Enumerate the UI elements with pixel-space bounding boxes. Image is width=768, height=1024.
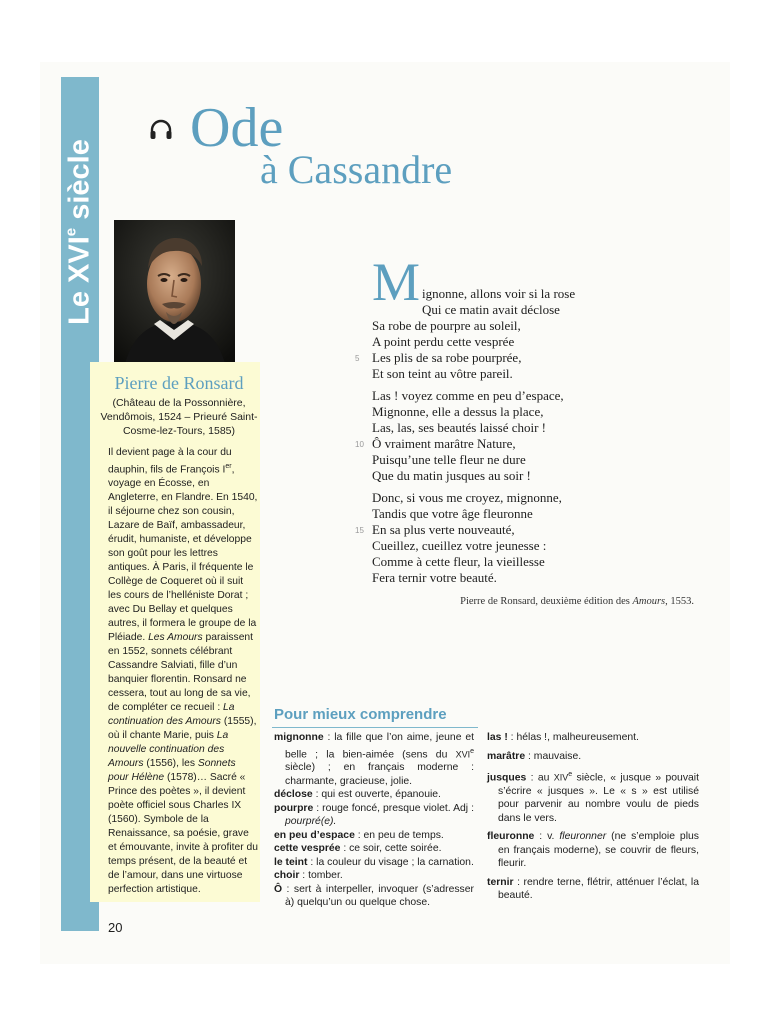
glossary-entry (274, 883, 474, 910)
author-biography (108, 446, 258, 897)
poem-line (372, 538, 712, 554)
glossary-entry (274, 802, 474, 829)
glossary-definition: : qui est ouverte, épanouie. (312, 789, 441, 801)
glossary-definition: : hélas !, malheureusement. (507, 732, 639, 743)
glossary-term: fleuronne (487, 831, 535, 843)
poem-line (372, 302, 712, 318)
glossary-definition: : ce soir, cette soirée. (340, 843, 442, 855)
glossary-definition: fleuronner (559, 831, 607, 843)
poem-line-text: Tandis que votre âge fleuronne (372, 506, 533, 521)
glossary-definition: e (568, 771, 573, 778)
poem-line-text: Las, las, ses beautés laissé choir ! (372, 420, 547, 435)
headphones-icon[interactable] (148, 117, 174, 143)
glossary-title: Pour mieux comprendre (274, 706, 447, 723)
glossary-definition: XIV (553, 772, 569, 783)
title-line-1: Ode (190, 97, 284, 159)
glossary-entry (274, 842, 474, 856)
glossary-entry (274, 856, 474, 870)
poem-line (355, 350, 712, 366)
poem-line-text: Las ! voyez comme en peu d’espace, (372, 388, 564, 403)
glossary-term: mignonne (274, 732, 324, 743)
bio-run: paraissent en 1552, sonnets célébrant Cassandre Salviati, fille d’un banquier florentin. Ronsard ne cessera, tout au long de sa vie, de compléter ce recueil : (108, 632, 254, 714)
poem-line-text: Cueillez, cueillez votre jeunesse : (372, 538, 547, 553)
glossary-definition: : v. (534, 831, 560, 843)
glossary-definition: : rendre terne, flétrir, atténuer l’éclat, la beauté. (498, 876, 699, 902)
line-number: 15 (355, 526, 364, 535)
poem-line (372, 570, 712, 586)
poem-line-text: Fera ternir votre beauté. (372, 570, 497, 585)
poem-line (372, 420, 712, 436)
glossary-entry (487, 768, 699, 825)
glossary-definition: XVI (455, 748, 471, 759)
glossary-right-column (487, 731, 699, 908)
author-name: Pierre de Ronsard (114, 373, 244, 393)
poem-line-text: Mignonne, elle a dessus la place, (372, 404, 544, 419)
glossary-definition: e (470, 747, 474, 755)
poem (355, 250, 712, 592)
bio-run: , voyage en Écosse, en Angleterre, en Flandre. En 1540, il séjourne chez son cousin, Lazare de Baïf, ambassadeur, érudit, humaniste, et développe son goût pour les lettres antiques. À Paris, il fréquente le Collège de Coqueret où il suit les cours de l’helléniste Dorat ; avec Du Bellay et quelques autres, il formera le groupe de la Pléiade. (108, 464, 258, 644)
glossary-term: marâtre (487, 750, 526, 762)
bio-run: (1555), où il chante Marie, puis (108, 716, 257, 742)
poem-line-text: Ô vraiment marâtre Nature, (372, 436, 516, 451)
poem-line (355, 522, 712, 538)
author-origin: (Château de la Possonnière, Vendômois, 1524 – Prieuré Saint-Cosme-lez-Tours, 1585) (100, 397, 258, 437)
glossary-term: las ! (487, 732, 508, 743)
glossary-term: le teint (274, 856, 308, 868)
poem-line: ignonne, allons voir si la rose (422, 286, 576, 301)
poem-line-text: A point perdu cette vesprée (372, 334, 515, 349)
poem-line (372, 366, 712, 382)
poem-line (372, 490, 712, 506)
title-line-2: à Cassandre (260, 147, 453, 192)
poem-line (372, 468, 712, 484)
glossary-term: en peu d’espace (274, 829, 355, 841)
poem-line (355, 436, 712, 452)
glossary-entry (274, 829, 474, 843)
glossary-definition: : rouge foncé, presque violet. Adj : (313, 802, 474, 814)
glossary-entry (487, 876, 699, 903)
portrait-of-ronsard (114, 220, 235, 368)
glossary-entry (274, 788, 474, 802)
glossary-entry (487, 731, 699, 745)
poem-line-text: Qui ce matin avait déclose (422, 302, 560, 317)
poem-line (372, 452, 712, 468)
poem-line-text: Comme à cette fleur, la vieillesse (372, 554, 545, 569)
poem-line (372, 554, 712, 570)
bio-run: La nouvelle continuation des Amours (108, 730, 229, 770)
line-number: 10 (355, 440, 364, 449)
glossary-term: ternir (487, 876, 514, 888)
glossary-definition: : la fille que l’on aime, jeune et belle ; la bien-aimée (sens du (285, 732, 474, 760)
page-number: 20 (108, 920, 123, 935)
bio-run: (1556), les (143, 758, 198, 770)
glossary-term: pourpre (274, 802, 314, 814)
glossary-term: Ô (274, 883, 283, 895)
glossary-term: choir (274, 870, 300, 882)
glossary-entry (274, 869, 474, 883)
drop-capital: M (372, 252, 421, 312)
poem-line-text: Sa robe de pourpre au soleil, (372, 318, 521, 333)
glossary-entry (274, 731, 474, 788)
poem-line (372, 318, 712, 334)
poem-line (372, 404, 712, 420)
glossary-definition: : mauvaise. (525, 750, 582, 762)
poem-stanza (355, 490, 712, 586)
glossary-rule (272, 727, 478, 728)
glossary-definition: siècle) ; en français moderne : charmante, gracieuse, jolie. (285, 762, 474, 787)
glossary-term: jusques (487, 772, 527, 784)
bio-run: er (225, 463, 232, 470)
line-number: 5 (355, 354, 360, 363)
poem-line-text: Donc, si vous me croyez, mignonne, (372, 490, 562, 505)
glossary-left-column (274, 731, 474, 910)
glossary-definition: (ne s’emploie plus en français moderne), se couvrir de fleurs, fleurir. (498, 831, 699, 870)
poem-source: Pierre de Ronsard, deuxième édition des Amours, 1553. (460, 596, 694, 607)
glossary-definition: : tomber. (299, 870, 343, 882)
poem-line (372, 334, 712, 350)
poem-line-text: Les plis de sa robe pourprée, (372, 350, 522, 365)
century-vertical-title: Le XVIe siècle (62, 139, 96, 325)
glossary-definition: pourpré(e). (285, 816, 337, 828)
poem-line (372, 506, 712, 522)
poem-stanza (355, 388, 712, 484)
poem-stanza (355, 252, 712, 382)
glossary-definition: siècle, « jusque » pouvait s’écrire « jusques ». Le « s » est utilisé pour parvenir au nombre voulu de pieds dans le vers. (498, 772, 699, 824)
bio-run: La continuation des Amours (108, 702, 235, 728)
glossary-entry (487, 750, 699, 764)
bio-run: Les Amours (148, 632, 203, 644)
glossary-term: déclose (274, 789, 313, 801)
bio-run: Sonnets pour Hélène (108, 758, 236, 784)
glossary-definition: : sert à interpeller, invoquer (s’adresser à) quelqu’un ou quelque chose. (282, 883, 474, 909)
glossary-entry (487, 830, 699, 871)
glossary-definition: : la couleur du visage ; la carnation. (307, 856, 474, 868)
poem-line-text: Et son teint au vôtre pareil. (372, 366, 513, 381)
poem-line-text: Que du matin jusques au soir ! (372, 468, 531, 483)
poem-line-text: Puisqu’une telle fleur ne dure (372, 452, 526, 467)
glossary-definition: : en peu de temps. (354, 829, 444, 841)
bio-run: Il devient page à la cour du dauphin, fils de François I (108, 447, 232, 476)
poem-line-text: En sa plus verte nouveauté, (372, 522, 515, 537)
bio-run: (1578)… Sacré « Prince des poètes », il devient poète officiel sous Charles IX (1560). Symbole de la Renaissance, sa poésie, grave et émouvante, invite à profiter du temps présent, de la beauté et de l’amour, dans une virtuose perfection artistique. (108, 772, 258, 896)
poem-line (372, 388, 712, 404)
glossary-definition: : au (526, 772, 554, 784)
glossary-term: cette vesprée (274, 843, 341, 855)
